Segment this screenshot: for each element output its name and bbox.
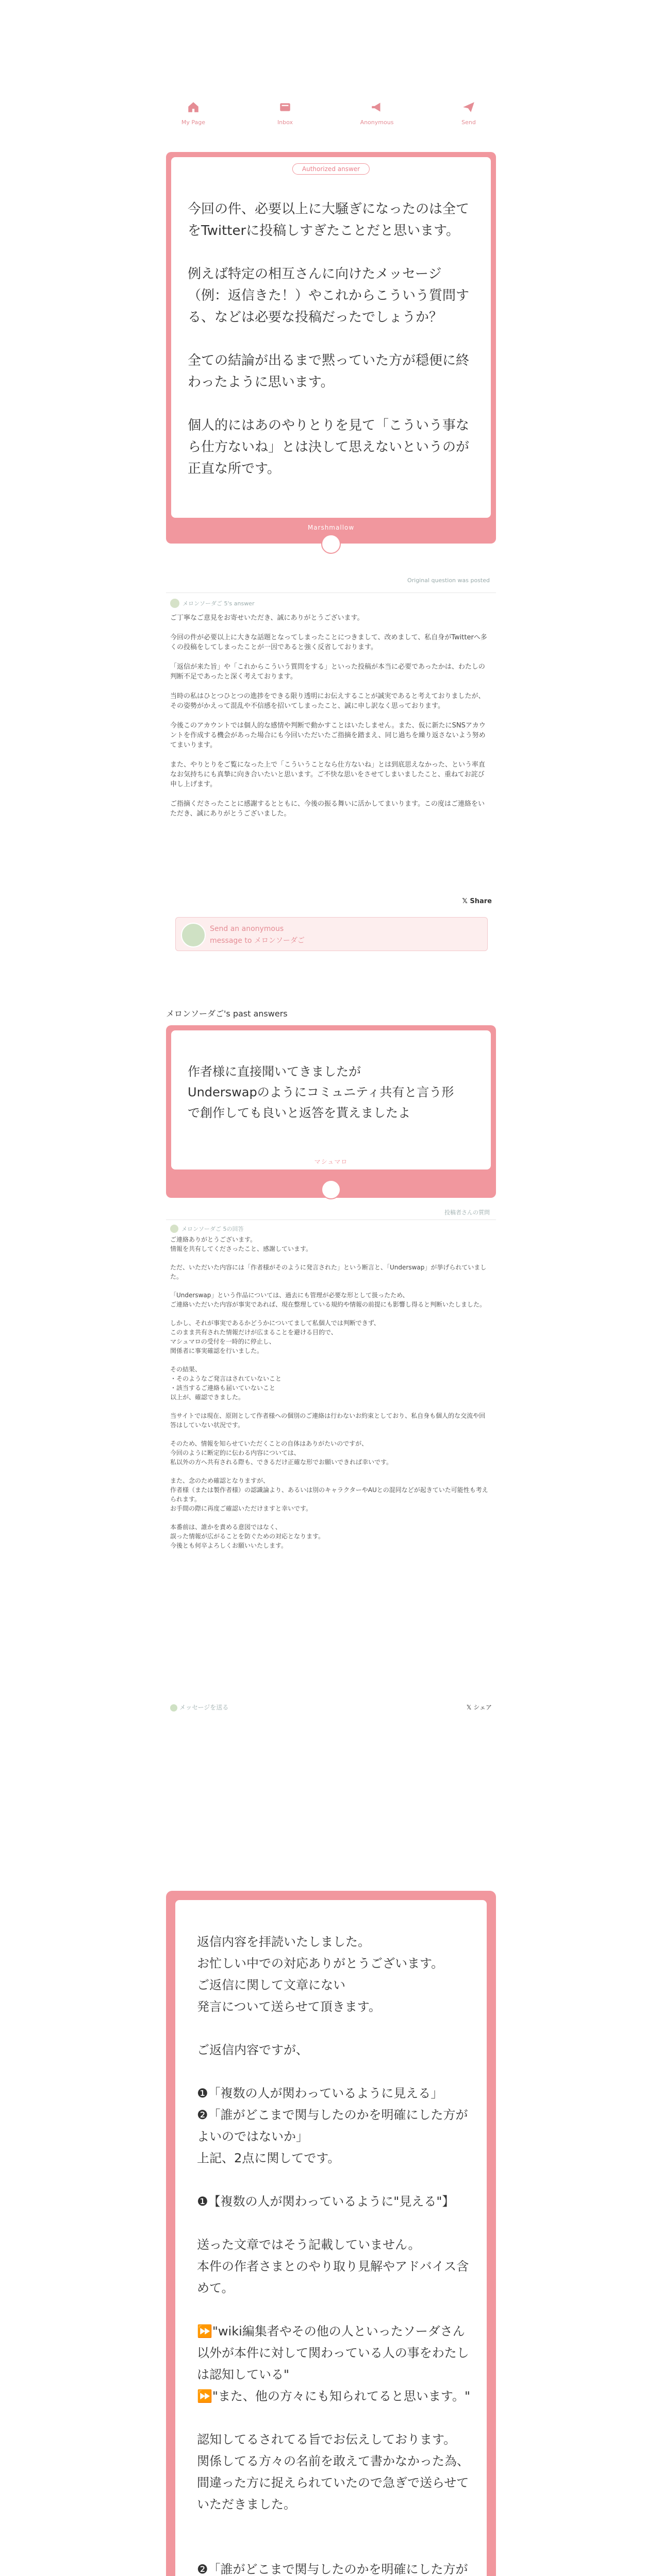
home-icon: [187, 100, 200, 114]
avatar: [181, 923, 206, 947]
nav-label: Inbox: [277, 119, 293, 126]
top-nav: [165, 100, 497, 126]
x-logo-icon: 𝕏: [462, 897, 470, 905]
share-button[interactable]: [462, 897, 492, 905]
brand-label: マシュマロ: [314, 1158, 348, 1165]
question-text: 返信内容を拝読いたしました。 お忙しい中での対応ありがとうございます。 ご返信に関して文章にない 発言について送らせて頂きます。 ご返信内容ですが、 ❶「複数の人が関わっているように見える」 ❷「誰がどこまで関与したのかを明確にした方がよいのではないか」 上記、2点に関してです。 ❶【複数の人が関わっているように"見える"】 送った文章ではそう記載していません。 本件の作者さまとのやり取り見解やアドバイス含めて。 ⏩"wiki編集者やその他の人といったソーダさん以外が本件に対して関わっている人の事をわたしは認知している" ⏩"また、他の方々にも知られてると思います。" 認知してるされてる旨でお伝えしております。 関係してる方々の名前を敢えて書かなかった為、間違った方に捉えられていたので急ぎで送らせていただきました。 ❷「誰がどこまで関与したのかを明確にした方が: [197, 1935, 471, 2576]
divider: [166, 592, 496, 593]
question-meta: Original question was posted: [407, 577, 490, 584]
anonymous-message-link[interactable]: [170, 1703, 228, 1711]
answer-author: メロンソーダご 5の回答: [181, 1226, 244, 1232]
marshmallow-icon: [321, 534, 341, 554]
nav-anonymous[interactable]: [349, 100, 405, 126]
authorized-badge: Authorized answer: [292, 163, 370, 175]
answer-author: メロンソーダご 5's answer: [183, 600, 255, 607]
question-card: [166, 1025, 496, 1198]
answer-author-row: [170, 599, 254, 608]
answer-block: [166, 1208, 496, 1723]
answer-author-row: [170, 1225, 244, 1233]
share-label: シェア: [473, 1704, 492, 1711]
x-logo-icon: 𝕏: [466, 1704, 474, 1711]
inbox-icon: [278, 100, 292, 114]
anon-label: メッセージを送る: [179, 1704, 229, 1711]
question-card: [166, 152, 496, 544]
marshmallow-icon: [321, 1180, 341, 1199]
anon-line-1: Send an anonymous: [210, 925, 284, 933]
past-answers-title: メロンソーダご's past answers: [166, 1009, 288, 1019]
question-card-body: [171, 1030, 491, 1170]
question-card-body: [175, 1900, 487, 2576]
anon-line-2: message to メロンソーダご: [210, 937, 305, 945]
avatar: [170, 599, 179, 608]
avatar: [170, 1704, 177, 1711]
share-label: Share: [470, 897, 492, 905]
answer-text: ご丁寧なご意見をお寄せいただき、誠にありがとうございます。 今回の件が必要以上に大きな話題となってしまったことにつきまして、改めまして、私自身がTwitterへ多くの投稿をしてしまったことが一因であると強く反省しております。 「返信が来た旨」や「これからこういう質問をする」といった投稿が本当に必要であったかは、わたしの判断不足であったと深く考えております。 当時の私はひとつひとつの進捗をできる限り透明にお伝えすることが誠実であると考えておりましたが、その姿勢がかえって混乱や不信感を招いてしまったこと、誠に申し訳なく思っております。 今後このアカウントでは個人的な感情や判断で動かすことはいたしません。また、仮に新たにSNSアカウントを作成する機会があった場合にも今回いただいたご指摘を踏まえ、同じ過ちを繰り返さないよう努めてまいります。 また、やりとりをご覧になった上で「こういうことなら仕方ないね」とは到底思えなかった、という率直なお気持ちにも真摯に向き合いたいと思います。ご不快な思いをさせてしまいましたこと、重ねてお詫び申し上げます。 ご指摘くださったことに感謝するとともに、今後の振る舞いに活かしてまいります。この度はご連絡をいただき、誠にありがとうございました。: [170, 614, 487, 818]
nav-my-page[interactable]: [165, 100, 222, 126]
question-text: 今回の件、必要以上に大騒ぎになったのは全てをTwitterに投稿しすぎたことだと思います。 例えば特定の相互さんに向けたメッセージ（例：返信きた！）やこれからこういう質問する、などは必要な投稿だったでしょうか？ 全ての結論が出るまで黙っていた方が穏便に終わったように思います。 個人的にはあのやりとりを見て「こういう事なら仕方ないね」とは決して思えないというのが正直な所です。: [188, 201, 470, 477]
question-meta: 投稿者さんの質問: [444, 1209, 490, 1216]
brand-label: Marshmallow: [307, 524, 355, 531]
answer-text: ご連絡ありがとうございます。 情報を共有してくださったこと、感謝しています。 ただ、いただいた内容には「作者様がそのように発言された」という断言と、「Underswap」が挙げられていました。 「Underswap」という作品については、過去にも管理が必要な形として扱ったため、 ご連絡いただいた内容が事実であれば、現在整理している規約や情報の前提にも影響し得ると判断いたしました。 しかし、それが事実であるかどうかについてまして私個人では判断できず、 このまま共有された情報だけが広まることを避ける目的で、 マシュマロの受付を一時的に停止し、 関係者に事実確認を行いました。 その結果、 ・そのようなご発言はされていないこと ・該当するご連絡も届いていないこと 以上が、確認できました。 当サイトでは現在、原則として作者様への個別のご連絡は行わないお約束としており、私自身も個人的な交流や回答はしていない状況です。 そのため、情報を知らせていただくことの自体はありがたいのですが、 今回のように断定的に伝わる内容については、 私以外の方へ共有される際も、できるだけ正確な形でお願いできれば幸いです。 また、念のため確認となりますが、 作者様（または製作者様）の認識論より、あるいは別のキャラクターやAUとの混同などが起きていた可能性も考えられます。 お手間の際に再度ご確認いただけますと幸いです。 本番前は、誰かを責める意図ではなく、 誤った情報が広がることを防ぐための対応となります。 今後とも何卒よろしくお願いいたします。: [170, 1236, 488, 1549]
question-card: [166, 1891, 496, 2576]
question-text: 作者様に直接聞いてきましたが Underswapのようにコミュニティ共有と言う形で創作しても良いと返答を貰えましたよ: [188, 1064, 454, 1120]
avatar: [170, 1225, 178, 1233]
nav-inbox[interactable]: [257, 100, 313, 126]
divider: [166, 1219, 496, 1220]
paper-plane-icon: [462, 100, 475, 114]
megaphone-icon: [370, 100, 384, 114]
nav-label: Anonymous: [360, 119, 394, 126]
share-button[interactable]: [467, 1703, 492, 1711]
question-card-body: [171, 157, 491, 518]
nav-label: Send: [461, 119, 476, 126]
nav-label: My Page: [181, 119, 206, 126]
nav-send[interactable]: [440, 100, 497, 126]
anonymous-message-link[interactable]: [175, 917, 488, 951]
answer-block: [166, 577, 496, 958]
